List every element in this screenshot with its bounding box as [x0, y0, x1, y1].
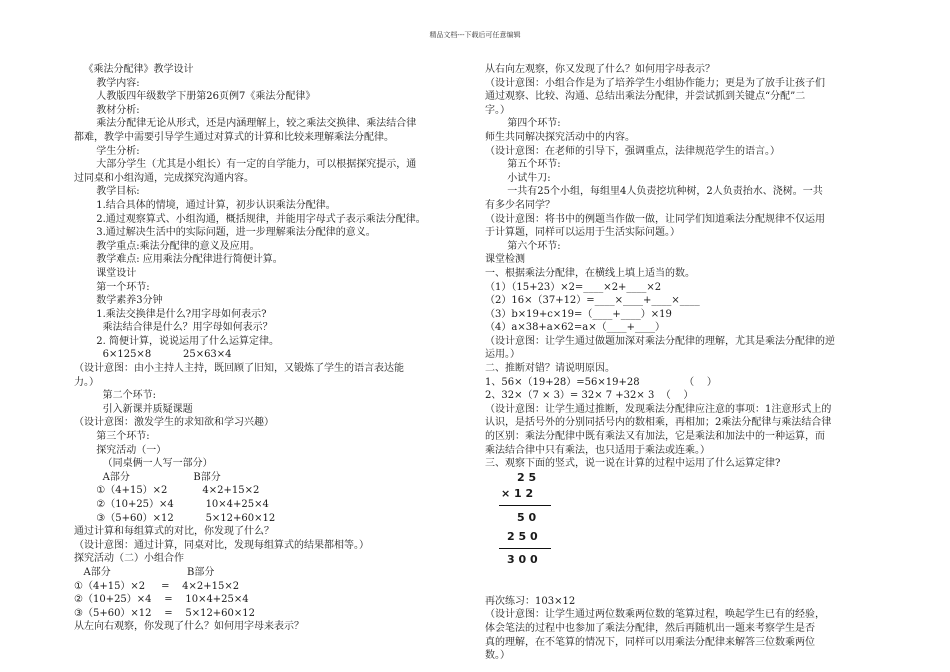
right-column-text	[485, 63, 865, 471]
text-line: 力。）	[74, 376, 99, 388]
text-line: 字。）	[485, 104, 510, 116]
text-line: 教学难点: 应用乘法分配律进行简便计算。	[74, 254, 283, 266]
text-line: 探究活动（二）小组合作	[74, 553, 184, 565]
text-line: 第二个环节:	[74, 390, 156, 402]
vm-line	[499, 548, 551, 549]
text-line: 认识，是括号外的分别同括号内的数相乘，再相加；2乘法分配律与乘法结合律	[485, 417, 832, 429]
vertical-multiplication	[485, 470, 685, 593]
right-column	[485, 63, 865, 663]
text-line: 过同桌和小组沟通，完成探究沟通内容。	[74, 172, 254, 184]
vm-result: 3 0 0	[507, 552, 538, 566]
text-line: 2. 简便计算，说说运用了什么运算定律。	[74, 335, 279, 347]
right-column-text-bottom	[485, 595, 865, 663]
text-line: （设计意图：激发学生的求知欲和学习兴趣）	[74, 417, 274, 429]
text-line: 都难，教学中需要引导学生通过对算式的计算和比较来理解乘法分配律。	[74, 131, 394, 143]
text-line: 《乘法分配律》教学设计	[74, 64, 194, 75]
text-line: 6×125×8 25×63×4	[74, 349, 232, 361]
text-line: （同桌俩一人写一部分）	[74, 458, 213, 470]
text-line: 师生共同解决探究活动中的内容。	[485, 131, 635, 143]
vm-multiplier: × 1 2	[501, 486, 534, 500]
text-line: 三、观察下面的竖式，说一说在计算的过程中运用了什么运算定律?	[485, 458, 781, 470]
text-line: 课堂设计	[74, 267, 137, 279]
vm-partial-product-2: 2 5 0	[507, 529, 538, 543]
text-line: 有多少名同学？	[485, 199, 555, 211]
text-line: 大部分学生（尤其是小组长）有一定的自学能力，可以根据探究提示，通	[74, 159, 417, 171]
text-line: （设计意图：让学生通过推断，发现乘法分配律应注意的事项：1注意形式上的	[485, 403, 832, 415]
text-line: （设计意图：由小主持人主持，既回顾了旧知，又锻炼了学生的语言表达能	[74, 363, 404, 375]
text-line: 第三个环节:	[74, 431, 150, 443]
text-line: 教学目标:	[74, 186, 140, 198]
text-line: （4）a×38+a×62=a×（____+____）	[485, 322, 665, 334]
text-line: 2.通过观察算式、小组沟通，概括规律，并能用字母式子表示乘法分配律。	[74, 213, 426, 225]
text-line: 教材分析:	[74, 104, 140, 116]
text-line: 第四个环节:	[485, 118, 561, 130]
text-line: 一共有25个小组，每组里4人负责挖坑种树，2人负责抬水、浇树。一共	[485, 186, 823, 198]
text-line: 人教版四年级数学下册第26页例7《乘法分配律》	[74, 91, 316, 103]
text-line: 乘法结合律是什么？用字母如何表示？	[74, 322, 273, 334]
text-line: 1.乘法交换律是什么?用字母如何表示?	[74, 308, 267, 320]
text-line: 从左向右观察，你发现了什么？如何用字母来表示？	[74, 621, 304, 633]
text-line: ②（10+25）×4 10×4+25×4	[74, 499, 269, 510]
text-line: ①（4+15）×2 4×2+15×2	[74, 485, 260, 497]
text-line: 乘法分配律无论从形式，还是内涵理解上，较之乘法交换律、乘法结合律	[74, 118, 417, 130]
text-line: 学生分析:	[74, 145, 140, 157]
text-line: 数。）	[485, 650, 510, 662]
text-line: （设计意图：通过计算，同桌对比，发现每组算式的结果都相等。）	[74, 539, 369, 551]
text-line: 教学内容:	[74, 77, 140, 89]
vm-line	[499, 505, 551, 506]
text-line: （设计意图：让学生通过做题加深对乘法分配律的理解，尤其是乘法分配律的逆	[485, 335, 835, 347]
text-line: 1、56×（19+28）=56×19+28 （ ）	[485, 376, 717, 388]
text-line: 通过计算和每组算式的对比，你发现了什么？	[74, 526, 274, 538]
text-line: 运用。）	[485, 349, 520, 361]
text-line: ②（10+25）×4 = 10×4+25×4	[74, 594, 249, 606]
text-line: 从右向左观察，你又发现了什么？如何用字母表示？	[485, 64, 715, 75]
text-line: （1）（15+23）×2=____×2+____×2	[485, 281, 662, 293]
text-line: A部分 B部分	[74, 566, 215, 578]
text-line: 教学重点:乘法分配律的意义及应用。	[74, 240, 260, 252]
text-line: （设计意图：在老师的引导下，强调重点，法律规范学生的语言。）	[485, 145, 780, 157]
text-line: 探究活动（一）	[74, 444, 167, 456]
left-column	[74, 63, 464, 634]
text-line: 体会笔法的过程中也参加了乘法分配律，然后再随机出一题来考察学生是否	[485, 623, 815, 634]
text-line: （设计意图：小组合作是为了培养学生小组协作能力；更是为了放手让孩子们	[485, 77, 825, 89]
text-line: （设计意图：让学生通过两位数乘两位数的笔算过程，唤起学生已有的经验，	[485, 609, 825, 621]
page-header: 精品文档---下载后可任意编辑	[429, 31, 521, 39]
text-line: 乘法结合律中只有乘法，也只适用于乘法或连乘。）	[485, 444, 710, 456]
text-line: （3）b×19+c×19=（____+____）×19	[485, 308, 672, 320]
text-line: 第六个环节:	[485, 240, 561, 252]
text-line: 再次练习：103×12	[485, 595, 576, 607]
text-line: ③（5+60）×12 5×12+60×12	[74, 512, 276, 524]
text-line: （2）16×（37+12）=____×____+____×____	[485, 295, 700, 307]
text-line: 课堂检测	[485, 254, 525, 266]
vm-multiplicand: 2 5	[517, 470, 537, 484]
text-line: 3.通过解决生活中的实际问题，进一步理解乘法分配律的意义。	[74, 227, 376, 239]
text-line: 真的理解，在不笔算的情况下，同样可以用乘法分配律来解答三位数乘两位	[485, 636, 815, 648]
text-line: 第五个环节:	[485, 159, 561, 171]
text-line: A部分 B部分	[74, 471, 221, 483]
text-line: （设计意图：将书中的例题当作做一做，让同学们知道乘法分配规律不仅运用	[485, 213, 825, 225]
text-line: 引入新课并质疑课题	[74, 403, 193, 415]
text-line: 于计算题，同样可以运用于生活实际问题。）	[485, 227, 680, 239]
text-line: 二、推断对错？请说明原因。	[485, 363, 615, 375]
text-line: 小试牛刀:	[485, 172, 551, 184]
text-line: 1.结合具体的情境，通过计算，初步认识乘法分配律。	[74, 199, 336, 211]
text-line: ①（4+15）×2 = 4×2+15×2	[74, 580, 240, 592]
vm-partial-product-1: 5 0	[517, 510, 537, 524]
text-line: 数学素养3分钟	[74, 295, 163, 307]
text-line: 通过观察、比较、沟通、总结出乘法分配律，并尝试抓到关键点“分配”二	[485, 91, 806, 103]
text-line: 的区别：乘法分配律中既有乘法又有加法，它是乘法和加法中的一种运算，而	[485, 431, 825, 443]
text-line: 第一个环节:	[74, 281, 150, 293]
text-line: 2、32×（7 × 3）= 32× 7 +32× 3 （ ）	[485, 390, 694, 402]
text-line: 一、根据乘法分配律，在横线上填上适当的数。	[485, 267, 695, 279]
text-line: ③（5+60）×12 = 5×12+60×12	[74, 607, 256, 619]
